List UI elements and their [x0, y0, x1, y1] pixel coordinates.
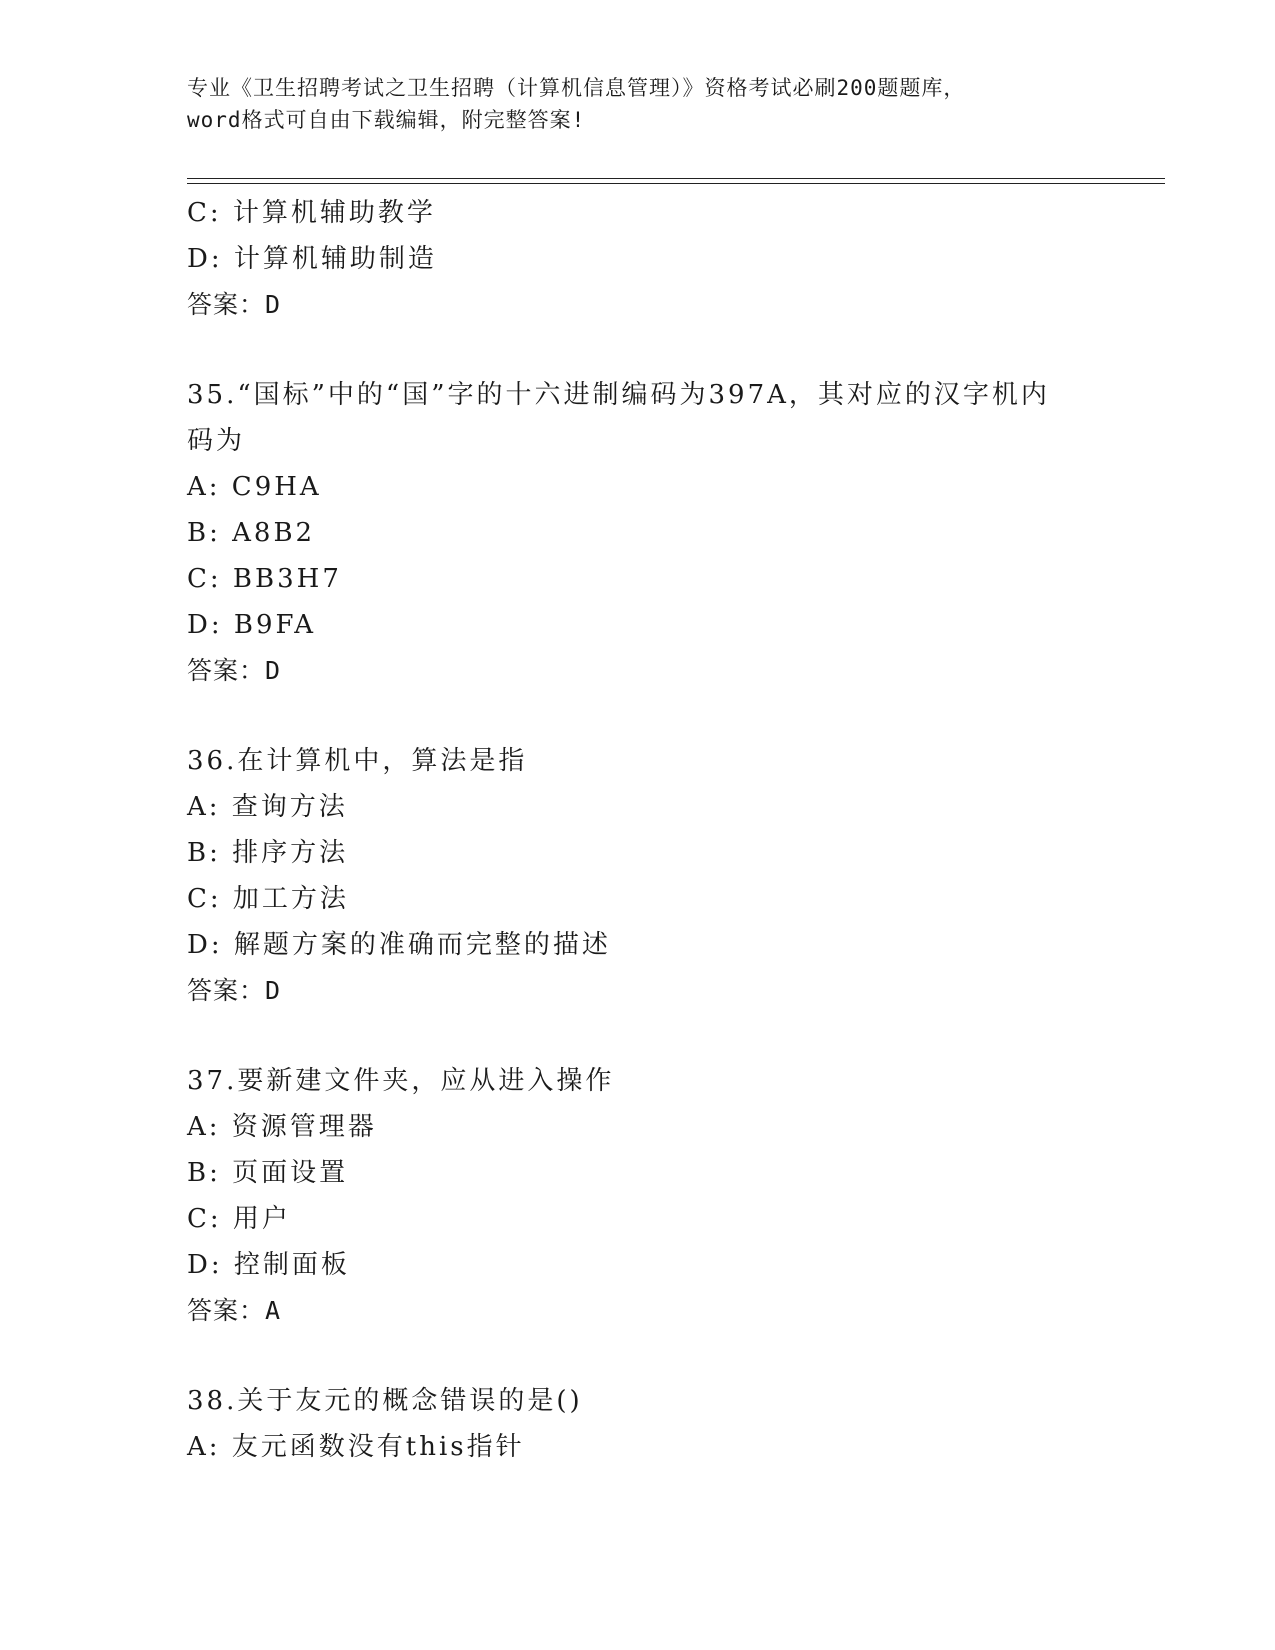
header-line-2: word格式可自由下载编辑，附完整答案! [187, 108, 586, 132]
question-list [187, 190, 1087, 1470]
question-37 [187, 1058, 1087, 1334]
option-d: D: 控制面板 [187, 1250, 350, 1280]
question-35 [187, 372, 1087, 694]
question-stem-continued: 码为 [187, 426, 246, 456]
document-header [187, 72, 1087, 136]
answer-line: 答案：D [187, 976, 282, 1005]
header-divider-bottom [187, 183, 1165, 184]
option-d: D: 计算机辅助制造 [187, 244, 437, 274]
option-c: C: 加工方法 [187, 884, 349, 914]
answer-line: 答案：A [187, 1296, 282, 1325]
prev-question-block [187, 190, 1087, 328]
question-stem: 38.关于友元的概念错误的是() [187, 1386, 583, 1416]
option-a: A: 查询方法 [187, 792, 348, 822]
option-b: B: 排序方法 [187, 838, 349, 868]
option-c: C: BB3H7 [187, 564, 342, 594]
header-line-1: 专业《卫生招聘考试之卫生招聘（计算机信息管理）》资格考试必刷200题题库， [187, 76, 966, 100]
question-38 [187, 1378, 1087, 1470]
option-d: D: 解题方案的准确而完整的描述 [187, 930, 611, 960]
question-36 [187, 738, 1087, 1014]
header-divider-top [187, 178, 1165, 179]
option-a: A: 友元函数没有this指针 [187, 1432, 525, 1462]
question-stem: 36.在计算机中，算法是指 [187, 746, 528, 776]
answer-line: 答案：D [187, 290, 282, 319]
option-b: B: A8B2 [187, 518, 316, 548]
option-d: D: B9FA [187, 610, 317, 640]
option-a: A: C9HA [187, 472, 322, 502]
option-a: A: 资源管理器 [187, 1112, 377, 1142]
option-c: C: 用户 [187, 1204, 291, 1234]
question-stem: 35.“国标”中的“国”字的十六进制编码为397A，其对应的汉字机内 [187, 380, 1050, 410]
option-b: B: 页面设置 [187, 1158, 349, 1188]
answer-line: 答案：D [187, 656, 282, 685]
question-stem: 37.要新建文件夹，应从进入操作 [187, 1066, 615, 1096]
option-c: C: 计算机辅助教学 [187, 198, 436, 228]
